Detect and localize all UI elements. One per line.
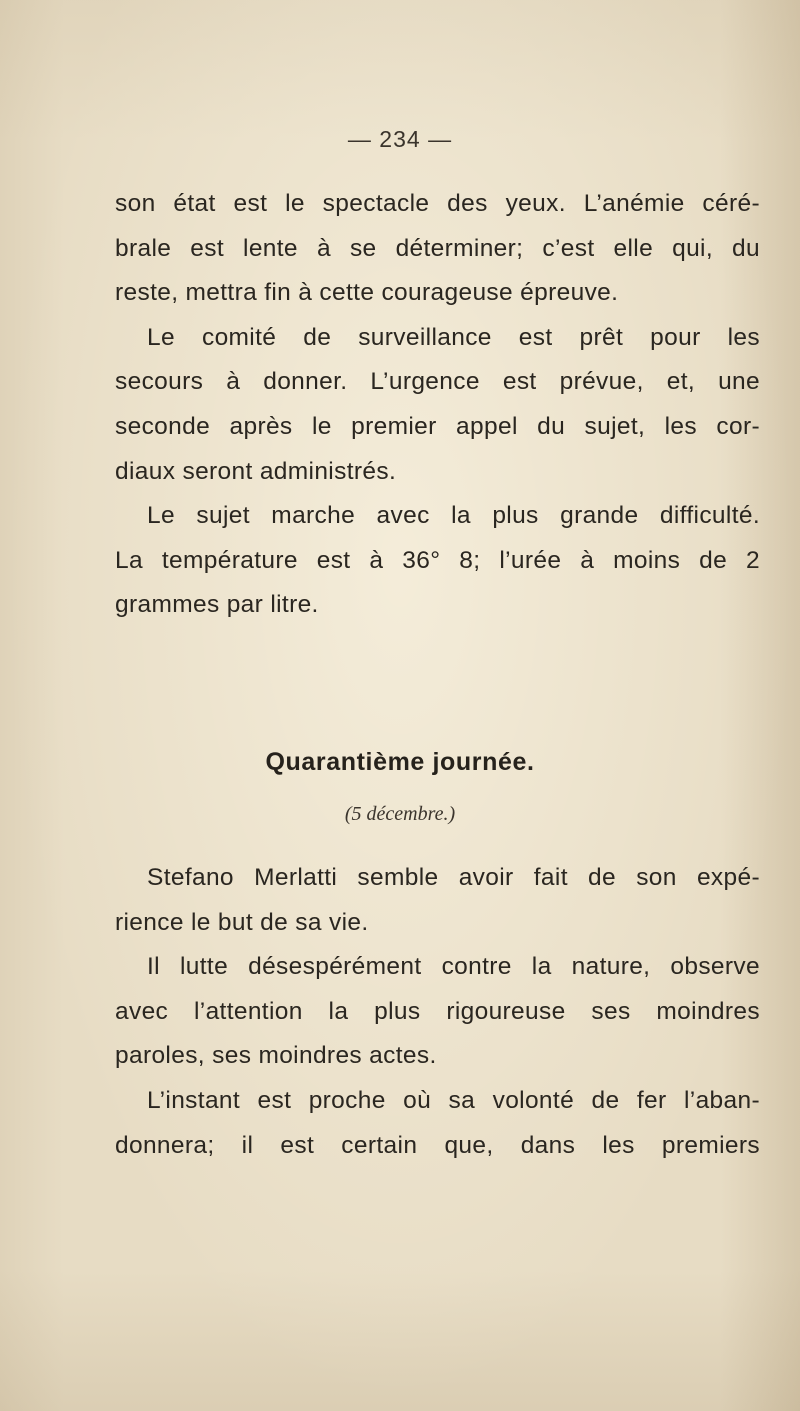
text-line: avec l’attention la plus rigoureuse ses moindres xyxy=(115,997,760,1025)
text-line: grammes par litre. xyxy=(115,591,319,619)
text-line: secours à donner. L’urgence est prévue, et, une xyxy=(115,368,760,396)
text-line: son état est le spectacle des yeux. L’anémie céré- xyxy=(115,190,760,217)
text-line: diaux seront administrés. xyxy=(115,457,397,485)
text-line: La température est à 36° 8; l’urée à moins de 2 xyxy=(115,546,760,574)
text-line: donnera; il est certain que, dans les premiers xyxy=(115,1131,760,1159)
text-line: rience le but de sa vie. xyxy=(115,908,369,936)
section-title: Quarantième journée. xyxy=(265,748,535,776)
text-line: brale est lente à se déterminer; c’est elle qui, du xyxy=(115,234,760,262)
text-line: seconde après le premier appel du sujet, les cor- xyxy=(115,412,760,440)
text-line: reste, mettra fin à cette courageuse épreuve. xyxy=(115,279,619,307)
page-number: — 234 — xyxy=(347,126,453,152)
text-line: Stefano Merlatti semble avoir fait de son expé- xyxy=(147,864,760,891)
text-line: Il lutte désespérément contre la nature, observe xyxy=(147,953,760,981)
body-text-block-1 xyxy=(115,182,760,628)
text-line: Le comité de surveillance est prêt pour les xyxy=(147,323,760,351)
text-line: L’instant est proche où sa volonté de fer l’aban- xyxy=(147,1086,760,1114)
section-date: (5 décembre.) xyxy=(344,803,456,825)
body-text-block-2 xyxy=(115,856,760,1168)
text-line: paroles, ses moindres actes. xyxy=(115,1042,437,1070)
text-line: Le sujet marche avec la plus grande difficulté. xyxy=(147,502,760,530)
